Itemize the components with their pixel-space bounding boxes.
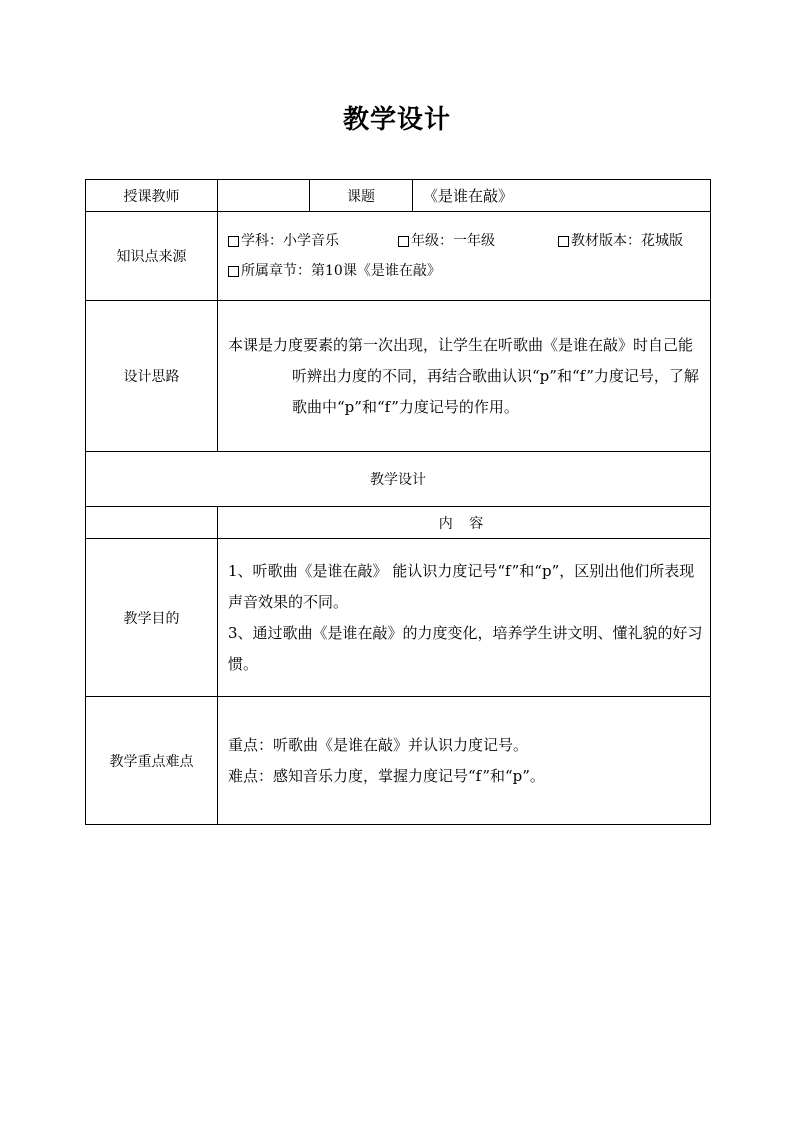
design-idea-text: 本课是力度要素的第一次出现，让学生在听歌曲《是谁在敲》时自己能听辨出力度的不同，再结合歌曲认识“p”和“f”力度记号，了解歌曲中“p”和“f”力度记号的作用。 [228,335,699,416]
teacher-value [218,180,310,212]
content-header-row [86,507,711,539]
page-title: 教学设计 [342,105,451,135]
content-header: 内 容 [218,507,711,539]
objective-item-1: 1、听歌曲《是谁在敲》 能认识力度记号“f”和“p”，区别出他们所表现声音效果的不同。 [228,561,695,611]
knowledge-source-row [86,212,711,301]
key-focus: 重点：听歌曲《是谁在敲》并认识力度记号。 [228,735,529,754]
objectives-row [86,539,711,697]
edition-option [558,226,683,256]
teacher-label: 授课教师 [86,180,218,212]
chapter-option [228,256,441,286]
objectives-content [218,539,711,697]
topic-value: 《是谁在敲》 [413,180,711,212]
design-idea-row [86,301,711,452]
content-header-blank [86,507,218,539]
checkbox-icon [228,266,239,277]
design-idea-content [218,301,711,452]
knowledge-source-content [218,212,711,301]
knowledge-options-line [228,226,704,256]
header-row [86,180,711,212]
checkbox-icon [558,236,569,247]
edition-text: 教材版本：花城版 [571,233,683,249]
grade-text: 年级：一年级 [411,233,495,249]
checkbox-icon [398,236,409,247]
checkbox-icon [228,236,239,247]
grade-option [398,226,558,256]
subject-option [228,226,398,256]
knowledge-source-label: 知识点来源 [86,212,218,301]
key-points-label: 教学重点难点 [86,697,218,825]
chapter-text: 所属章节：第10课《是谁在敲》 [241,263,441,279]
key-difficulty: 难点：感知音乐力度，掌握力度记号“f”和“p”。 [228,766,545,785]
design-idea-label: 设计思路 [86,301,218,452]
chapter-line [228,256,704,286]
objective-item-2: 3、通过歌曲《是谁在敲》的力度变化，培养学生讲文明、懂礼貌的好习惯。 [228,623,703,673]
topic-label: 课题 [310,180,413,212]
subject-text: 学科：小学音乐 [241,233,339,249]
objectives-label: 教学目的 [86,539,218,697]
key-points-content [218,697,711,825]
key-points-row [86,697,711,825]
section-title-row [86,452,711,507]
section-title: 教学设计 [86,452,711,507]
lesson-design-table [85,179,711,825]
